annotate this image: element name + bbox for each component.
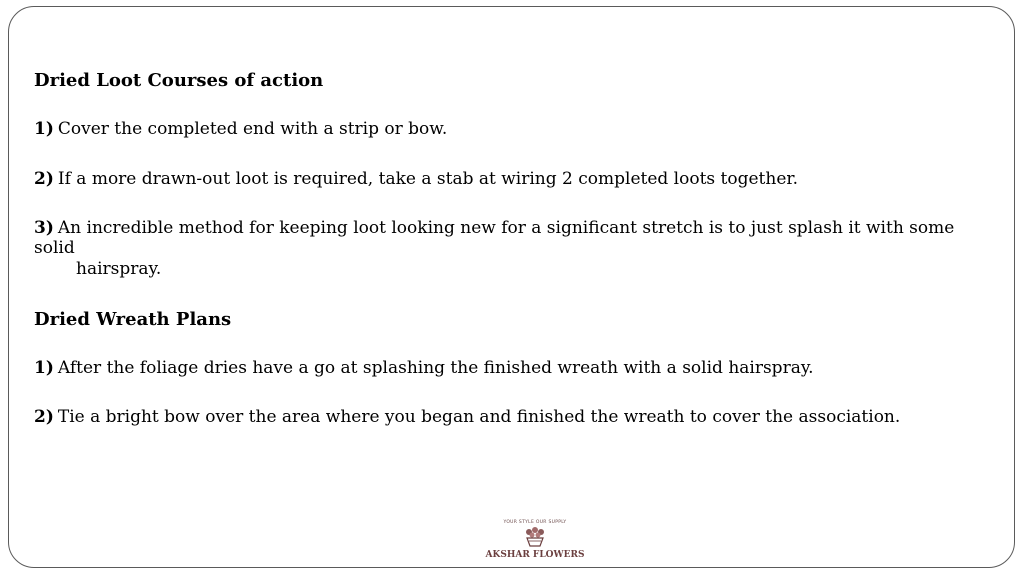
item-number: 3) <box>34 218 54 238</box>
list-item <box>34 119 447 139</box>
list-item-continuation: hairspray. <box>76 259 162 279</box>
item-number: 2) <box>34 407 54 427</box>
item-number: 1) <box>34 358 54 378</box>
list-item <box>34 407 900 427</box>
list-item <box>34 218 994 259</box>
item-text: An incredible method for keeping loot looking new for a significant stretch is to just splash it with some solid <box>34 218 955 259</box>
item-text: Cover the completed end with a strip or bow. <box>57 119 448 139</box>
list-item <box>34 358 814 378</box>
section-heading-loot: Dried Loot Courses of action <box>34 70 324 91</box>
item-number: 1) <box>34 119 54 139</box>
logo-tagline: YOUR STYLE OUR SUPPLY <box>503 520 567 525</box>
section-heading-wreath: Dried Wreath Plans <box>34 309 232 330</box>
flower-basket-icon <box>522 526 548 548</box>
item-text: After the foliage dries have a go at splashing the finished wreath with a solid hairspray. <box>57 358 814 378</box>
item-number: 2) <box>34 169 54 189</box>
logo-name: AKSHAR FLOWERS <box>485 550 585 560</box>
list-item <box>34 169 798 189</box>
akshar-flowers-logo <box>484 518 586 564</box>
item-text: If a more drawn-out loot is required, take a stab at wiring 2 completed loots together. <box>57 169 799 189</box>
item-text: Tie a bright bow over the area where you began and finished the wreath to cover the association. <box>57 407 901 427</box>
